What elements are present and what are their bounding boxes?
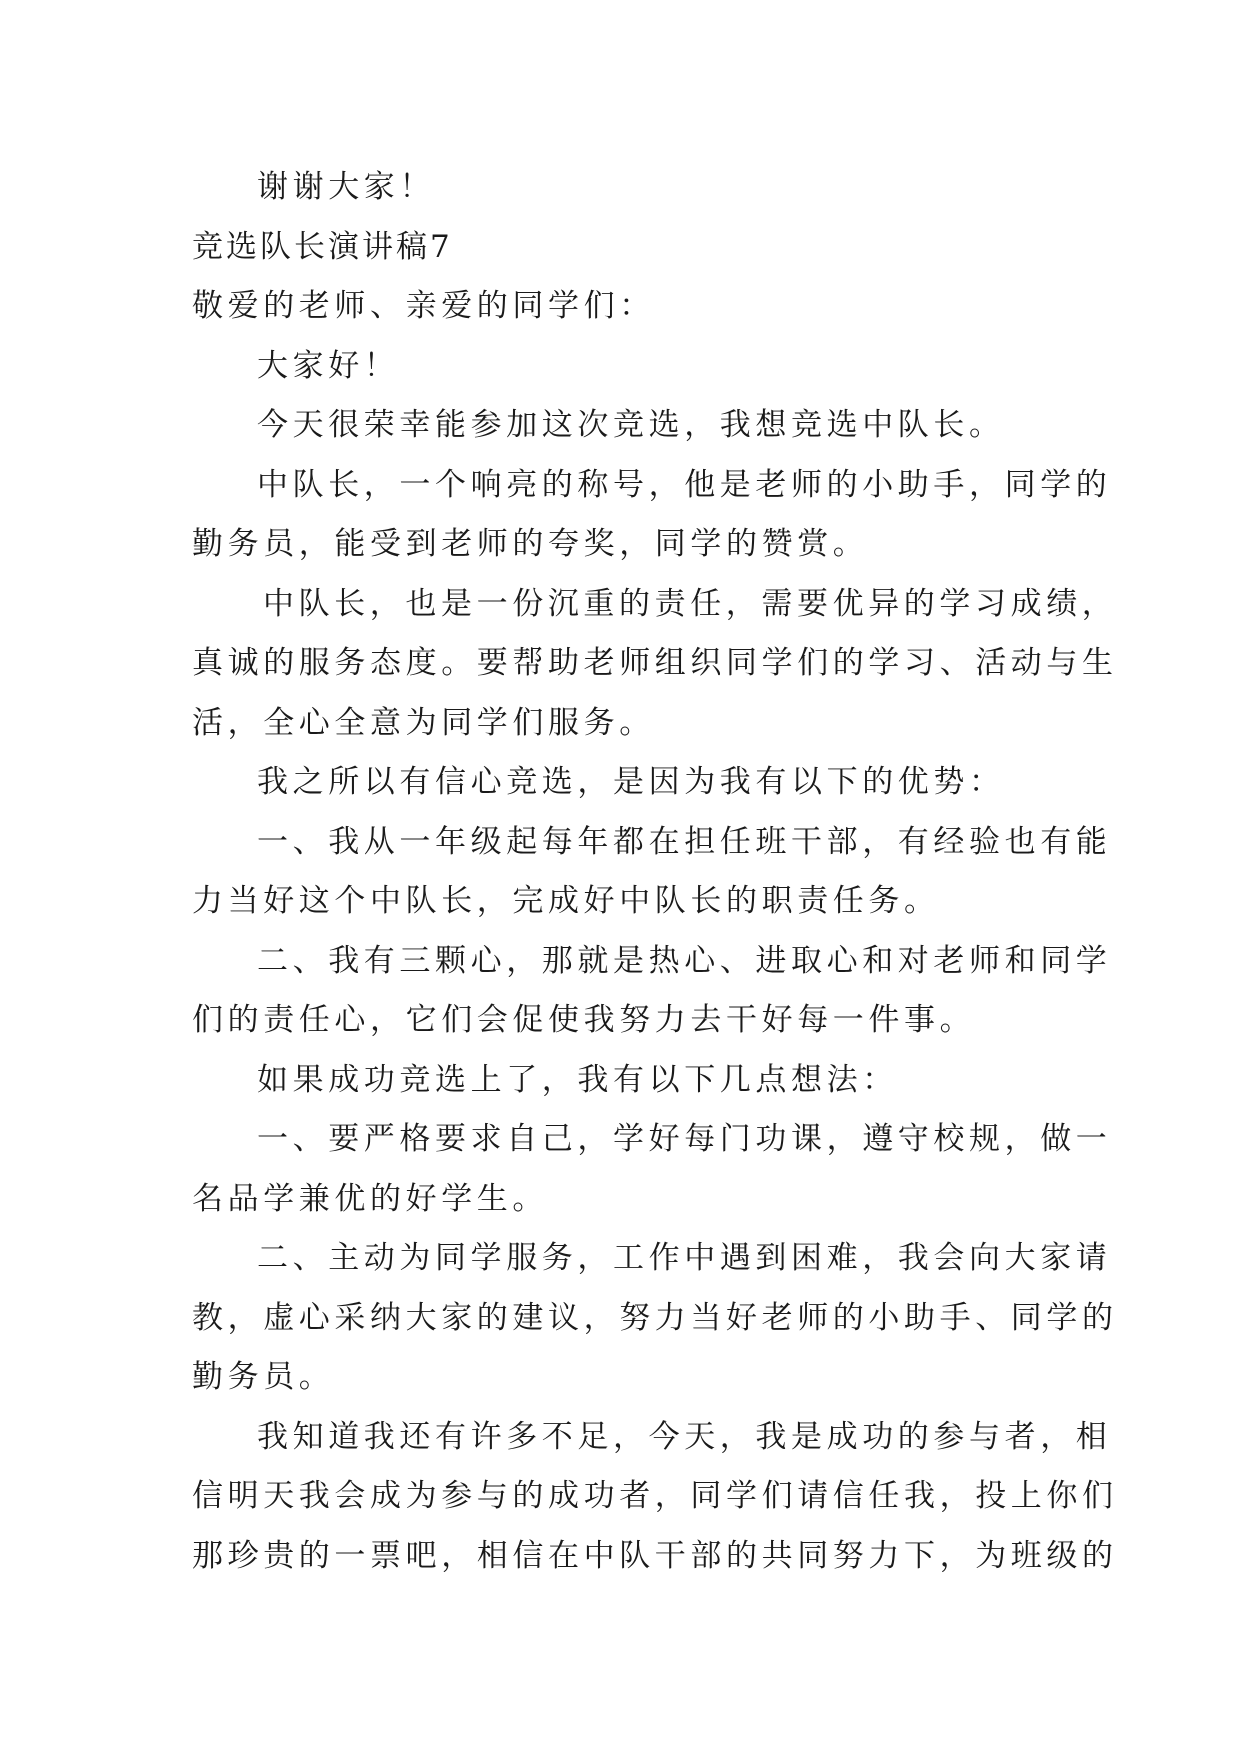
paragraph-line: 今天很荣幸能参加这次竞选，我想竞选中队长。 (257, 407, 1005, 443)
document-body (192, 158, 1118, 1586)
paragraph-line: 真诚的服务态度。要帮助老师组织同学们的学习、活动与生 (192, 645, 1118, 681)
paragraph-line: 那珍贵的一票吧，相信在中队干部的共同努力下，为班级的 (192, 1537, 1118, 1574)
paragraph-line: 二、主动为同学服务，工作中遇到困难，我会向大家请 (257, 1240, 1112, 1276)
paragraph-line: 们的责任心，它们会促使我努力去干好每一件事。 (192, 1002, 976, 1038)
paragraph-line: 勤务员，能受到老师的夸奖，同学的赞赏。 (192, 526, 869, 562)
paragraph-line: 信明天我会成为参与的成功者，同学们请信任我，投上你们 (192, 1478, 1118, 1514)
paragraph-line: 名品学兼优的好学生。 (192, 1180, 548, 1217)
paragraph-line: 力当好这个中队长，完成好中队长的职责任务。 (192, 883, 940, 919)
salutation: 敬爱的老师、亲爱的同学们： (192, 288, 655, 324)
paragraph-line: 我之所以有信心竞选，是因为我有以下的优势： (257, 764, 1005, 800)
paragraph-line: 我知道我还有许多不足，今天，我是成功的参与者，相 (257, 1418, 1112, 1455)
paragraph-line: 如果成功竞选上了，我有以下几点想法： (257, 1061, 898, 1098)
paragraph-line: 一、要严格要求自己，学好每门功课，遵守校规，做一 (257, 1121, 1112, 1157)
paragraph-line: 教，虚心采纳大家的建议，努力当好老师的小助手、同学的 (192, 1299, 1118, 1336)
closing-line: 谢谢大家！ (257, 169, 435, 205)
paragraph-line: 中队长，也是一份沉重的责任，需要优异的学习成绩， (263, 585, 1118, 622)
paragraph-line: 活，全心全意为同学们服务。 (192, 704, 655, 741)
paragraph-line: 勤务员。 (192, 1359, 335, 1395)
paragraph-line: 中队长，一个响亮的称号，他是老师的小助手，同学的 (257, 466, 1112, 503)
speech-title: 竞选队长演讲稿7 (192, 228, 453, 265)
paragraph-line: 二、我有三颗心，那就是热心、进取心和对老师和同学 (257, 942, 1112, 979)
paragraph-line: 一、我从一年级起每年都在担任班干部，有经验也有能 (257, 823, 1112, 860)
greeting: 大家好！ (257, 347, 400, 384)
